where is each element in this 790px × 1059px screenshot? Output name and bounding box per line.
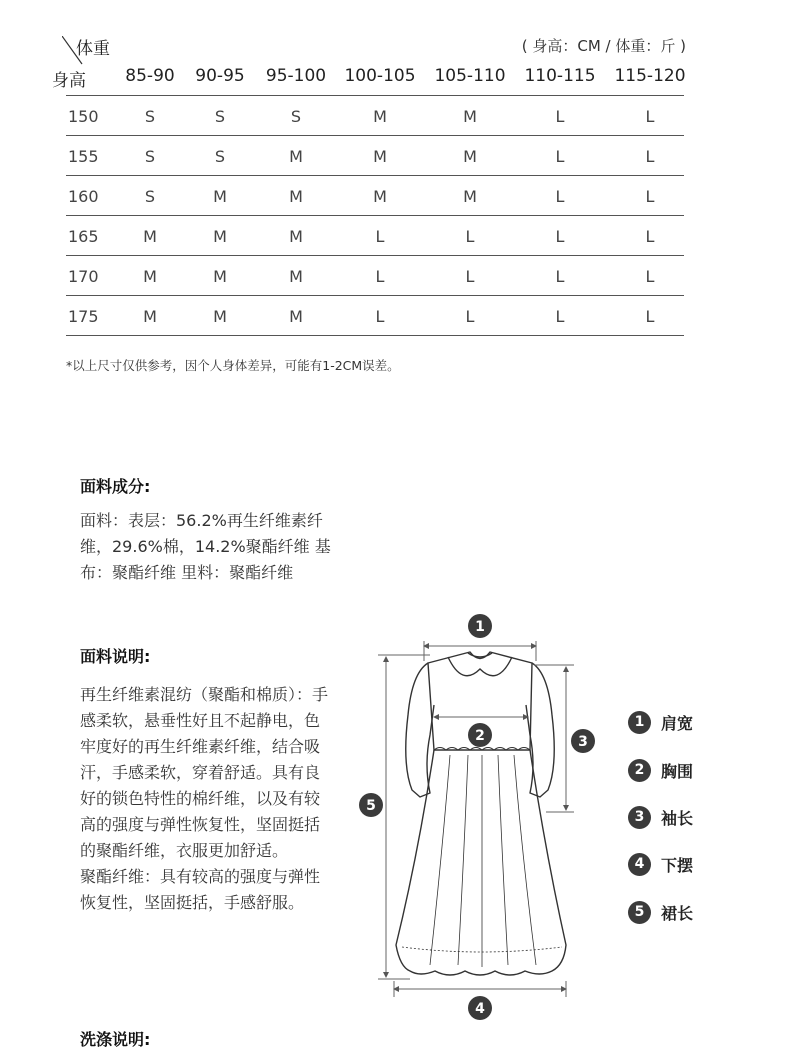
- size-cell: S: [214, 147, 226, 166]
- size-cell: M: [289, 187, 303, 206]
- size-cell: L: [645, 267, 655, 286]
- size-cell: L: [555, 147, 565, 166]
- size-cell: L: [645, 187, 655, 206]
- size-cell: L: [375, 307, 385, 326]
- size-footnote: *以上尺寸仅供参考，因个人身体差异，可能有1-2CM误差。: [66, 358, 400, 373]
- legend-label: 肩宽: [661, 713, 694, 733]
- svg-text:1: 1: [475, 619, 485, 635]
- size-cell: L: [645, 147, 655, 166]
- size-cell: M: [213, 187, 227, 206]
- size-cell: M: [213, 267, 227, 286]
- size-cell: M: [289, 227, 303, 246]
- size-cell: S: [290, 107, 302, 126]
- svg-text:2: 2: [475, 728, 485, 744]
- size-cell: S: [144, 187, 156, 206]
- size-cell: L: [465, 227, 475, 246]
- size-cell: M: [289, 147, 303, 166]
- measure-marker: [468, 996, 492, 1020]
- legend-label: 裙长: [661, 903, 694, 923]
- size-cell: M: [289, 307, 303, 326]
- size-cell: L: [375, 227, 385, 246]
- weight-column-header: 115-120: [614, 66, 686, 86]
- table-divider: [66, 215, 684, 216]
- size-cell: M: [143, 307, 157, 326]
- size-cell: S: [214, 107, 226, 126]
- legend-item: [628, 758, 693, 782]
- legend-item: [628, 900, 693, 924]
- legend-number: 5: [628, 901, 651, 924]
- height-cell: 165: [68, 227, 99, 246]
- measure-marker: [468, 614, 492, 638]
- svg-text:3: 3: [578, 734, 588, 750]
- size-cell: M: [213, 227, 227, 246]
- weight-column-header: 110-115: [524, 66, 596, 86]
- size-cell: M: [213, 307, 227, 326]
- size-cell: L: [465, 267, 475, 286]
- size-cell: M: [373, 107, 387, 126]
- table-divider: [66, 295, 684, 296]
- height-cell: 155: [68, 147, 99, 166]
- legend-item: [628, 710, 693, 734]
- legend-item: [628, 805, 693, 829]
- description-title: 面料说明:: [80, 647, 151, 666]
- legend-label: 下摆: [661, 855, 694, 875]
- size-cell: M: [289, 267, 303, 286]
- dress-measurement-diagram: [350, 605, 620, 1025]
- size-cell: L: [645, 307, 655, 326]
- size-cell: L: [645, 227, 655, 246]
- size-cell: M: [463, 107, 477, 126]
- table-divider: [66, 135, 684, 136]
- height-corner-label: 身高: [52, 71, 86, 91]
- height-cell: 160: [68, 187, 99, 206]
- size-cell: L: [465, 307, 475, 326]
- size-cell: M: [143, 267, 157, 286]
- size-cell: L: [375, 267, 385, 286]
- size-cell: S: [144, 147, 156, 166]
- size-cell: L: [555, 307, 565, 326]
- legend-number: 2: [628, 759, 651, 782]
- legend-number: 4: [628, 853, 651, 876]
- washing-title: 洗涤说明:: [80, 1030, 151, 1049]
- table-divider: [66, 335, 684, 336]
- legend-number: 1: [628, 711, 651, 734]
- measure-marker: [359, 793, 383, 817]
- height-cell: 170: [68, 267, 99, 286]
- size-cell: M: [463, 147, 477, 166]
- size-cell: L: [645, 107, 655, 126]
- legend-item: [628, 852, 693, 876]
- size-cell: M: [143, 227, 157, 246]
- table-divider: [66, 95, 684, 96]
- legend-label: 胸围: [661, 761, 694, 781]
- weight-column-header: 85-90: [125, 66, 175, 86]
- svg-text:4: 4: [475, 1001, 485, 1017]
- size-cell: M: [373, 187, 387, 206]
- unit-note: ( 身高：CM / 体重：斤 ): [521, 37, 686, 55]
- weight-column-header: 95-100: [265, 66, 327, 86]
- size-cell: M: [463, 187, 477, 206]
- height-cell: 150: [68, 107, 99, 126]
- size-cell: S: [144, 107, 156, 126]
- dress-outline: [396, 652, 566, 975]
- weight-column-header: 100-105: [344, 66, 416, 86]
- table-divider: [66, 175, 684, 176]
- measure-marker: [571, 729, 595, 753]
- size-cell: L: [555, 267, 565, 286]
- size-cell: M: [373, 147, 387, 166]
- legend-number: 3: [628, 806, 651, 829]
- composition-title: 面料成分:: [80, 477, 151, 496]
- weight-column-header: 105-110: [434, 66, 506, 86]
- description-paragraph: 再生纤维素混纺（聚酯和棉质）：手感柔软，悬垂性好且不起静电，色牢度好的再生纤维素纤维，结合吸汗，手感柔软，穿着舒适。具有良好的锁色特性的棉纤维，以及有较高的强度与弹性恢复性，坚固挺括的聚酯纤维，衣服更加舒适。: [80, 685, 329, 860]
- weight-corner-label: 体重: [76, 39, 110, 59]
- height-cell: 175: [68, 307, 99, 326]
- size-cell: L: [555, 227, 565, 246]
- svg-text:5: 5: [366, 798, 376, 814]
- size-cell: L: [555, 187, 565, 206]
- legend-label: 袖长: [661, 808, 694, 828]
- table-divider: [66, 255, 684, 256]
- composition-text: 面料：表层：56.2%再生纤维素纤维，29.6%棉，14.2%聚酯纤维 基布：聚酯纤维 里料：聚酯纤维: [80, 511, 331, 582]
- description-text: [80, 682, 332, 916]
- measure-marker: [468, 723, 492, 747]
- size-cell: L: [555, 107, 565, 126]
- weight-column-header: 90-95: [195, 66, 245, 86]
- description-paragraph: 聚酯纤维：具有较高的强度与弹性恢复性，坚固挺括，手感舒服。: [80, 867, 321, 912]
